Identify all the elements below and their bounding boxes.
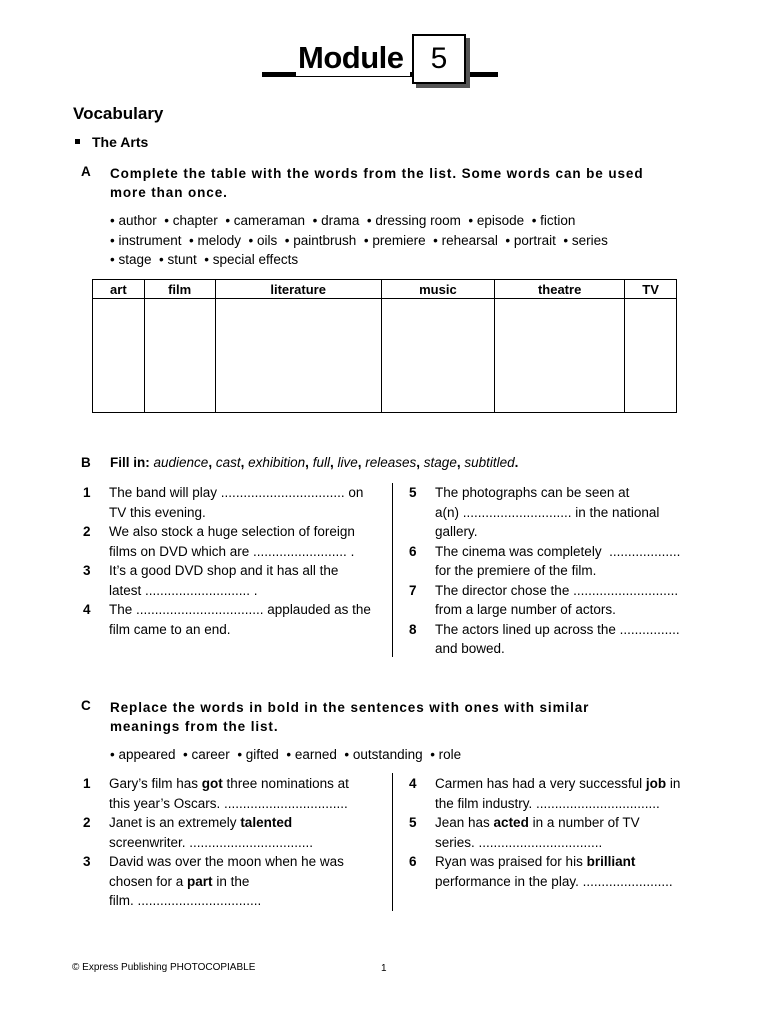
word-option: stage — [423, 455, 457, 470]
part-c-instruction — [110, 698, 589, 736]
word-option: exhibition — [248, 455, 306, 470]
column-divider — [392, 483, 393, 657]
word-option: releases — [365, 455, 417, 470]
footer-copyright: © Express Publishing PHOTOCOPIABLE — [72, 962, 256, 973]
item-line: We also stock a huge selection of foreign — [109, 524, 355, 539]
word-option: • dressing room — [366, 213, 461, 228]
module-number-box: 5 — [412, 34, 466, 84]
item-text[interactable] — [109, 561, 338, 600]
answer-line[interactable]: performance in the play. ........................ — [435, 873, 673, 889]
bold-word: job — [645, 776, 667, 791]
bold-word: part — [187, 873, 213, 889]
item-line: and bowed. — [435, 641, 505, 656]
item-number: 2 — [83, 815, 91, 830]
item-text-part: Janet is an extremely — [109, 815, 241, 830]
word-list-line3 — [110, 250, 608, 270]
part-c-instruction-line2: meanings from the list. — [110, 719, 279, 734]
word-option: audience — [153, 455, 209, 470]
item-number: 7 — [409, 582, 417, 598]
word-list-line1 — [110, 211, 608, 231]
table-cell-music[interactable] — [381, 299, 494, 413]
item-line: The band will play ................................. on — [109, 485, 364, 500]
item-line: TV this evening. — [109, 504, 206, 520]
item-text[interactable] — [435, 581, 678, 620]
item-text[interactable] — [109, 522, 355, 561]
square-bullet-icon — [75, 139, 80, 144]
item-text — [109, 774, 349, 813]
item-number: 5 — [409, 815, 417, 830]
word-option: full — [312, 455, 330, 470]
item-line: for the premiere of the film. — [435, 563, 597, 578]
part-a-instruction-line1: Complete the table with the words from the list. Some words can be used — [110, 166, 644, 181]
word-option: live — [337, 455, 358, 470]
part-c-item-3 — [83, 852, 383, 912]
part-b-item-7 — [409, 581, 709, 620]
item-text-part: three nominations at — [222, 776, 349, 791]
part-c-item-6 — [409, 852, 709, 892]
item-text[interactable] — [109, 483, 363, 522]
table-cell-tv[interactable] — [625, 299, 677, 413]
word-option: • outstanding — [344, 747, 423, 762]
word-option: subtitled — [464, 455, 515, 470]
table-header-art: art — [93, 280, 145, 299]
word-option: • stunt — [159, 252, 197, 267]
item-line: The cinema was completely ................... — [435, 543, 681, 559]
word-option: • rehearsal — [433, 232, 498, 248]
item-line: The .................................. applauded as the — [109, 602, 371, 617]
word-option: • role — [430, 747, 462, 762]
part-b-letter: B — [81, 455, 91, 470]
word-option: • author — [110, 213, 157, 228]
part-b-item-4 — [83, 600, 383, 639]
answer-line[interactable]: screenwriter. ................................. — [109, 834, 314, 850]
page-number: 1 — [381, 963, 387, 974]
word-option: • instrument — [110, 232, 182, 248]
part-c-item-1 — [83, 774, 383, 814]
part-b-item-3 — [83, 561, 383, 600]
item-number: 8 — [409, 621, 417, 637]
word-option: • gifted — [237, 747, 279, 762]
bold-word: talented — [240, 815, 293, 830]
item-line: latest ............................ . — [109, 582, 258, 598]
word-option: • portrait — [505, 232, 556, 248]
item-number: 4 — [83, 602, 91, 617]
word-option: • paintbrush — [284, 232, 357, 248]
item-line: a(n) ............................. in the national — [435, 504, 660, 520]
item-text-part: in a number of TV — [528, 815, 640, 830]
bold-word: acted — [493, 815, 529, 830]
arts-table — [92, 279, 677, 413]
item-text[interactable] — [435, 483, 659, 542]
table-header-film: film — [144, 280, 215, 299]
part-b-item-6 — [409, 542, 709, 581]
word-option: • fiction — [531, 213, 576, 228]
module-title: Module — [296, 40, 410, 76]
part-c-word-list — [110, 745, 461, 765]
word-option: • episode — [468, 213, 525, 228]
part-b-label: Fill in: — [110, 455, 150, 470]
item-line: It’s a good DVD shop and it has all the — [109, 563, 339, 578]
part-b-item-5 — [409, 483, 709, 542]
item-number: 6 — [409, 543, 417, 559]
subsection-title: The Arts — [92, 134, 149, 150]
part-a-word-list — [110, 211, 608, 270]
item-text — [109, 813, 313, 852]
part-a-letter: A — [81, 164, 91, 179]
word-option: • earned — [286, 747, 337, 762]
bold-word: got — [201, 776, 223, 791]
item-number: 1 — [83, 485, 91, 500]
item-text-part: David was over the moon when he was — [109, 854, 344, 869]
word-option: • chapter — [164, 213, 218, 228]
table-answer-row — [93, 299, 677, 413]
table-cell-theatre[interactable] — [495, 299, 625, 413]
word-option: • stage — [110, 252, 152, 267]
table-header-literature: literature — [215, 280, 381, 299]
part-c-item-5 — [409, 813, 709, 853]
word-option: • series — [563, 232, 608, 248]
item-text[interactable] — [109, 600, 371, 639]
part-b-instruction — [110, 455, 518, 470]
word-option: • melody — [189, 232, 242, 248]
item-line: The actors lined up across the ................ — [435, 621, 680, 637]
word-option: • oils — [248, 232, 278, 248]
item-line: The director chose the ............................ — [435, 582, 679, 598]
part-b-item-1 — [83, 483, 383, 522]
part-b-item-8 — [409, 620, 709, 659]
item-number: 5 — [409, 485, 417, 500]
item-text — [435, 813, 640, 852]
item-text-part: chosen for a — [109, 873, 188, 889]
word-option: • cameraman — [225, 213, 306, 228]
item-text-part: Gary’s film has — [109, 776, 202, 791]
part-b-item-2 — [83, 522, 383, 561]
table-header-theatre: theatre — [495, 280, 625, 299]
answer-line[interactable]: this year’s Oscars. ................................. — [109, 795, 348, 811]
item-text — [435, 852, 673, 891]
item-text-part: Jean has — [435, 815, 494, 830]
table-header-tv: TV — [625, 280, 677, 299]
table-cell-film[interactable] — [144, 299, 215, 413]
item-line: from a large number of actors. — [435, 602, 616, 617]
item-text[interactable] — [435, 620, 680, 659]
word-option: • appeared — [110, 747, 176, 762]
part-c-item-2 — [83, 813, 383, 853]
item-line: films on DVD which are ......................... . — [109, 543, 355, 559]
table-header-music: music — [381, 280, 494, 299]
table-cell-art[interactable] — [93, 299, 145, 413]
part-a-instruction-line2: more than once. — [110, 185, 228, 200]
item-number: 4 — [409, 776, 417, 791]
part-c-item-4 — [409, 774, 709, 814]
word-option: cast — [215, 455, 241, 470]
part-c-letter: C — [81, 698, 91, 713]
item-text-part: in — [666, 776, 681, 791]
part-a-instruction — [110, 164, 643, 202]
item-text — [109, 852, 344, 911]
word-list-line2 — [110, 231, 608, 251]
item-number: 2 — [83, 524, 91, 539]
item-text-part: Ryan was praised for his — [435, 854, 587, 869]
item-number: 1 — [83, 776, 91, 791]
subsection-heading — [75, 134, 148, 150]
section-title: Vocabulary — [73, 104, 164, 123]
column-divider — [392, 773, 393, 911]
part-c-instruction-line1: Replace the words in bold in the sentences with ones with similar — [110, 700, 590, 715]
item-text[interactable] — [435, 542, 680, 581]
word-option: • premiere — [363, 232, 426, 248]
item-line: film came to an end. — [109, 621, 231, 637]
item-number: 3 — [83, 854, 91, 869]
item-line: gallery. — [435, 524, 478, 539]
word-option: • special effects — [204, 252, 299, 267]
item-line: The photographs can be seen at — [435, 485, 630, 500]
table-cell-literature[interactable] — [215, 299, 381, 413]
answer-line[interactable]: the film industry. ................................. — [435, 795, 660, 811]
table-header-row — [93, 280, 677, 299]
bold-word: brilliant — [586, 854, 636, 869]
item-number: 3 — [83, 563, 91, 578]
word-option: • career — [183, 747, 230, 762]
word-option: • drama — [312, 213, 360, 228]
part-b-word-list: audience, cast, exhibition, full, live, releases, stage, subtitled. — [153, 455, 519, 470]
item-text-part: in the — [212, 873, 250, 889]
answer-line[interactable]: film. ................................. — [109, 893, 262, 908]
item-text — [435, 774, 680, 813]
item-text-part: Carmen has had a very successful — [435, 776, 646, 791]
item-number: 6 — [409, 854, 417, 869]
answer-line[interactable]: series. ................................. — [435, 834, 603, 850]
